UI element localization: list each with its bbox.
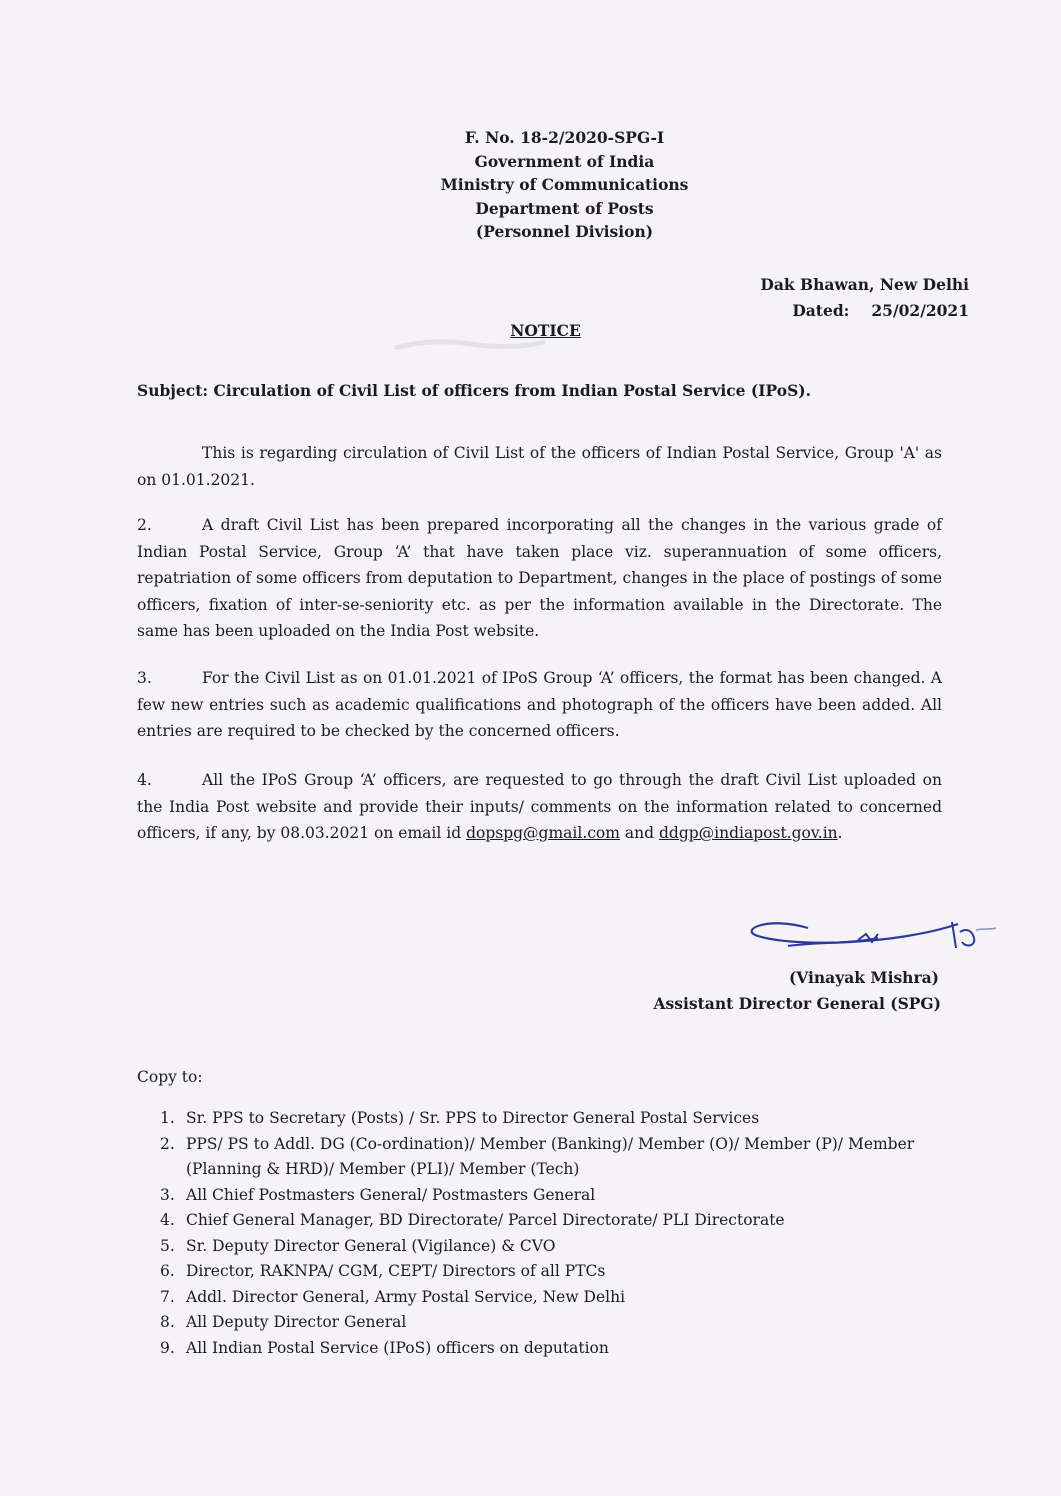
signatory-block [654, 965, 941, 1017]
list-item-text: Addl. Director General, Army Postal Service, New Delhi [186, 1287, 626, 1306]
paragraph-4-number: 4. [137, 771, 152, 789]
government-line: Government of India [474, 151, 655, 171]
document-header [0, 126, 1061, 244]
list-item [160, 1336, 930, 1362]
list-item-number: 4. [160, 1211, 175, 1229]
list-item-number: 2. [160, 1134, 175, 1153]
copy-to-label: Copy to: [137, 1068, 203, 1086]
list-item [160, 1285, 930, 1311]
date-label: Dated: [792, 301, 850, 320]
place-location: Dak Bhawan, New Delhi [760, 275, 969, 294]
signatory-designation: Assistant Director General (SPG) [653, 994, 941, 1013]
paragraph-4 [137, 767, 942, 847]
list-item-number: 3. [160, 1185, 175, 1204]
list-item [160, 1183, 930, 1209]
division-line: (Personnel Division) [475, 222, 654, 241]
paragraph-2-text: A draft Civil List has been prepared incorporating all the changes in the various grade of Indian Postal Service, Group ‘A’ that have taken place viz. superannuation of some officers, repatriation of some officers from deputation to Department, changes in the place of postings of some officers, fixation of inter-se-seniority etc. as per the information available in the Directorate. The same has been uploaded on the India Post website. [137, 516, 942, 640]
paragraph-2 [137, 512, 942, 645]
signature-mark [738, 908, 1018, 968]
paragraph-3 [137, 665, 942, 745]
list-item-text: Sr. PPS to Secretary (Posts) / Sr. PPS to Director General Postal Services [186, 1109, 760, 1127]
list-item-text: PPS/ PS to Addl. DG (Co-ordination)/ Member (Banking)/ Member (O)/ Member (P)/ Member (Planning & HRD)/ Member (PLI)/ Member (Tech) [186, 1134, 915, 1178]
email-link-ddgp[interactable]: ddgp@indiapost.gov.in [658, 824, 838, 842]
ministry-line: Ministry of Communications [440, 175, 689, 194]
list-item [160, 1310, 930, 1336]
paragraph-1 [137, 440, 942, 493]
copy-to-list [160, 1106, 930, 1361]
paragraph-4-and: and [624, 824, 655, 842]
paragraph-3-number: 3. [137, 669, 152, 687]
list-item-text: Sr. Deputy Director General (Vigilance) & CVO [186, 1236, 556, 1255]
list-item-text: Director, RAKNPA/ CGM, CEPT/ Directors of all PTCs [186, 1262, 606, 1280]
signatory-name: (Vinayak Mishra) [788, 968, 939, 987]
file-number: F. No. 18-2/2020-SPG-I [464, 128, 665, 147]
list-item-number: 9. [160, 1338, 175, 1357]
list-item-text: Chief General Manager, BD Directorate/ Parcel Directorate/ PLI Directorate [186, 1211, 785, 1229]
paragraph-4-end: . [837, 824, 843, 842]
notice-title: NOTICE [510, 321, 581, 340]
list-item-number: 5. [160, 1236, 175, 1255]
department-line: Department of Posts [475, 198, 654, 218]
list-item-text: All Indian Postal Service (IPoS) officers on deputation [186, 1338, 609, 1357]
paragraph-4-text: All the IPoS Group ‘A’ officers, are requested to go through the draft Civil List uploaded on the India Post website and provide their inputs/ comments on the information related to concerned officers, if any, by 08.03.2021 on email id [137, 771, 942, 842]
list-item-number: 6. [160, 1262, 175, 1280]
list-item [160, 1106, 930, 1132]
place-and-date [760, 272, 969, 324]
date-value: 25/02/2021 [871, 301, 969, 320]
list-item [160, 1259, 930, 1285]
list-item-text: All Deputy Director General [186, 1313, 407, 1331]
list-item-number: 7. [160, 1287, 175, 1306]
paragraph-2-number: 2. [137, 516, 152, 534]
list-item [160, 1208, 930, 1234]
list-item-number: 1. [160, 1109, 175, 1127]
paragraph-1-text: This is regarding circulation of Civil List of the officers of Indian Postal Service, Group 'A' as on 01.01.2021. [137, 444, 942, 489]
subject-line: Subject: Circulation of Civil List of officers from Indian Postal Service (IPoS). [137, 381, 811, 400]
list-item-number: 8. [160, 1313, 175, 1331]
paragraph-3-text: For the Civil List as on 01.01.2021 of IPoS Group ‘A’ officers, the format has been changed. A few new entries such as academic qualifications and photograph of the officers have been added. All entries are required to be checked by the concerned officers. [137, 669, 942, 740]
list-item [160, 1132, 930, 1183]
list-item [160, 1234, 930, 1260]
list-item-text: All Chief Postmasters General/ Postmasters General [186, 1185, 596, 1204]
email-link-dopspg[interactable]: dopspg@gmail.com [466, 824, 620, 842]
